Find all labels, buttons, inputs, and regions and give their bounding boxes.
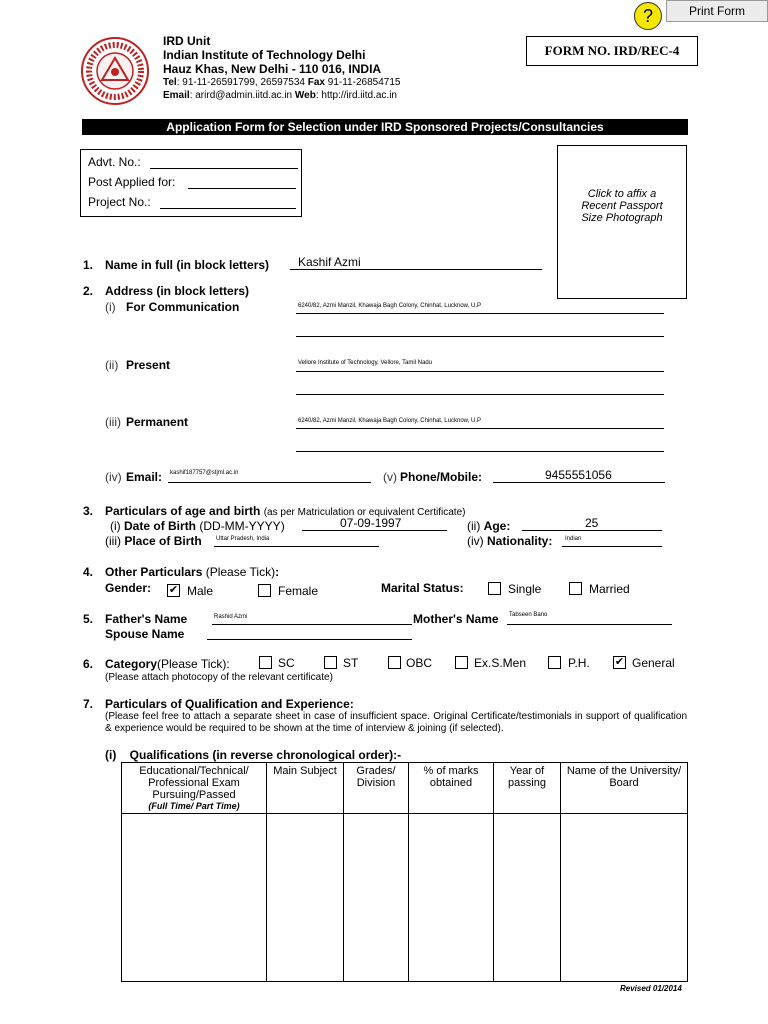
question-icon: ? bbox=[642, 6, 653, 26]
phone-value: 9455551056 bbox=[545, 468, 612, 482]
pob-value: Uttar Pradesh, India bbox=[216, 536, 270, 542]
col-exam: Educational/Technical/ Professional Exam Pursuing/Passed (Full Time/ Part Time) bbox=[122, 763, 267, 814]
q3-number: 3. bbox=[83, 504, 94, 518]
father-label: Father's Name bbox=[105, 612, 188, 626]
form-title-bar: Application Form for Selection under IRD Sponsored Projects/Consultancies bbox=[82, 119, 688, 135]
present-address-field-1[interactable] bbox=[296, 371, 664, 372]
obc-checkbox[interactable] bbox=[388, 656, 401, 669]
q6-note: (Please attach photocopy of the relevant certificate) bbox=[105, 672, 333, 683]
q6-number: 6. bbox=[83, 657, 94, 671]
q6-label-line: Category(Please Tick): bbox=[105, 657, 230, 671]
spouse-field[interactable] bbox=[207, 639, 412, 640]
father-field[interactable] bbox=[212, 624, 412, 625]
q2-label: Address (in block letters) bbox=[105, 284, 250, 298]
q1-label: Name in full (in block letters) bbox=[105, 258, 270, 272]
check-icon: ✔ bbox=[614, 656, 625, 668]
q2-email-label: Email: bbox=[126, 470, 163, 484]
post-applied-field[interactable] bbox=[188, 188, 296, 189]
photo-text-3: Size Photograph bbox=[581, 212, 663, 224]
help-button[interactable] bbox=[634, 2, 662, 30]
mother-value: Tabseen Bano bbox=[509, 612, 548, 618]
print-form-label: Print Form bbox=[688, 4, 745, 18]
col-year: Year of passing bbox=[494, 763, 561, 814]
photo-box[interactable] bbox=[557, 145, 687, 299]
mother-label: Mother's Name bbox=[413, 612, 499, 626]
revision-note: Revised 01/2014 bbox=[620, 984, 682, 993]
permanent-address-value: 6240/82, Azmi Manzil, Khawaja Bagh Colony, Chinhat, Lucknow, U.P bbox=[298, 418, 481, 424]
table-header-row bbox=[122, 763, 688, 814]
pob-field[interactable] bbox=[214, 546, 379, 547]
institute-name: Indian Institute of Technology Delhi bbox=[163, 48, 366, 62]
ph-label: P.H. bbox=[568, 656, 590, 670]
nationality-label: (iv) Nationality: bbox=[467, 534, 553, 548]
iit-delhi-logo bbox=[80, 36, 150, 106]
comm-address-field-1[interactable] bbox=[296, 313, 664, 314]
photo-text-2: Recent Passport bbox=[581, 200, 663, 212]
q4-label-line: Other Particulars (Please Tick): bbox=[105, 565, 280, 579]
print-form-button[interactable] bbox=[666, 0, 768, 22]
ex-servicemen-label: Ex.S.Men bbox=[474, 656, 527, 670]
q1-number: 1. bbox=[83, 258, 94, 272]
q5-number: 5. bbox=[83, 612, 94, 626]
advt-no-label: Advt. No.: bbox=[88, 155, 141, 169]
age-value: 25 bbox=[585, 516, 599, 530]
marital-label: Marital Status: bbox=[381, 581, 464, 595]
single-checkbox[interactable] bbox=[488, 582, 501, 595]
email-value: kashif187757@stjml.ac.in bbox=[170, 470, 239, 476]
general-checkbox[interactable] bbox=[613, 656, 626, 669]
col-university: Name of the University/ Board bbox=[561, 763, 688, 814]
email-field[interactable] bbox=[168, 482, 371, 483]
male-label: Male bbox=[187, 584, 214, 598]
q2-phone-label: Phone/Mobile: bbox=[400, 470, 482, 484]
comm-address-value: 6240/82, Azmi Manzil, Khawaja Bagh Colony, Chinhat, Lucknow, U.P bbox=[298, 303, 481, 309]
project-no-label: Project No.: bbox=[88, 195, 151, 209]
sc-checkbox[interactable] bbox=[259, 656, 272, 669]
general-label: General bbox=[632, 656, 675, 670]
age-field[interactable] bbox=[522, 530, 662, 531]
post-applied-label: Post Applied for: bbox=[88, 175, 176, 189]
father-value: Rashid Azmi bbox=[214, 614, 248, 620]
table-cell[interactable] bbox=[344, 814, 409, 982]
q2-present-label: Present bbox=[126, 358, 171, 372]
project-no-field[interactable] bbox=[160, 208, 296, 209]
st-checkbox[interactable] bbox=[324, 656, 337, 669]
pob-label: (iii) Place of Birth bbox=[105, 534, 202, 548]
mother-field[interactable] bbox=[507, 624, 672, 625]
present-address-value: Vellore Institute of Technology, Vellore, Tamil Nadu bbox=[298, 360, 433, 366]
gender-label: Gender: bbox=[105, 581, 152, 595]
email-web-line: Email: arird@admin.iitd.ac.in Web: http://ird.iitd.ac.in bbox=[163, 90, 397, 101]
advt-no-field[interactable] bbox=[150, 168, 298, 169]
unit-name: IRD Unit bbox=[163, 34, 211, 48]
permanent-address-field-2[interactable] bbox=[296, 451, 664, 452]
age-label: (ii) Age: bbox=[467, 519, 511, 533]
single-label: Single bbox=[508, 582, 542, 596]
q4-number: 4. bbox=[83, 565, 94, 579]
married-label: Married bbox=[589, 582, 630, 596]
table-cell[interactable] bbox=[494, 814, 561, 982]
name-field[interactable] bbox=[290, 269, 542, 270]
q7-sub-label: (i) Qualifications (in reverse chronological order):- bbox=[105, 748, 402, 762]
permanent-address-field-1[interactable] bbox=[296, 428, 664, 429]
dob-label: (i) Date of Birth (DD-MM-YYYY) bbox=[110, 519, 285, 533]
table-row[interactable] bbox=[122, 814, 688, 982]
table-cell[interactable] bbox=[267, 814, 344, 982]
married-checkbox[interactable] bbox=[569, 582, 582, 595]
phone-field[interactable] bbox=[493, 482, 665, 483]
col-subject: Main Subject bbox=[267, 763, 344, 814]
q7-note: (Please feel free to attach a separate sheet in case of insufficient space. Original Certificate/testimonials in support of qualification & experience would be required to be shown at the time of interview & joining (if selected). bbox=[105, 711, 687, 734]
q2-phone-number: (v) bbox=[383, 470, 397, 484]
dob-value: 07-09-1997 bbox=[340, 516, 402, 530]
q2-number: 2. bbox=[83, 284, 94, 298]
nationality-field[interactable] bbox=[562, 546, 662, 547]
st-label: ST bbox=[343, 656, 359, 670]
table-cell[interactable] bbox=[122, 814, 267, 982]
present-address-field-2[interactable] bbox=[296, 394, 664, 395]
q2-comm-number: (i) bbox=[105, 300, 116, 314]
female-label: Female bbox=[278, 584, 319, 598]
form-number-box: FORM NO. IRD/REC-4 bbox=[526, 36, 698, 66]
contact-line: Tel: 91-11-26591799, 26597534 Fax 91-11-26854715 bbox=[163, 77, 401, 88]
q2-email-number: (iv) bbox=[105, 470, 122, 484]
check-icon: ✔ bbox=[168, 584, 179, 596]
q3-label-line: Particulars of age and birth (as per Matriculation or equivalent Certificate) bbox=[105, 504, 466, 518]
photo-text-1: Click to affix a bbox=[587, 188, 657, 200]
q2-present-number: (ii) bbox=[105, 358, 119, 372]
ex-servicemen-checkbox[interactable] bbox=[455, 656, 468, 669]
dob-field[interactable] bbox=[302, 530, 447, 531]
ph-checkbox[interactable] bbox=[548, 656, 561, 669]
qualifications-table bbox=[121, 762, 688, 982]
table-cell[interactable] bbox=[409, 814, 494, 982]
table-cell[interactable] bbox=[561, 814, 688, 982]
q7-number: 7. bbox=[83, 697, 94, 711]
sc-label: SC bbox=[278, 656, 295, 670]
q7-label: Particulars of Qualification and Experience: bbox=[105, 697, 354, 711]
q2-comm-label: For Communication bbox=[126, 300, 240, 314]
q2-perm-number: (iii) bbox=[105, 415, 121, 429]
col-marks: % of marks obtained bbox=[409, 763, 494, 814]
obc-label: OBC bbox=[406, 656, 433, 670]
nationality-value: Indian bbox=[565, 536, 582, 542]
col-grades: Grades/ Division bbox=[344, 763, 409, 814]
name-value: Kashif Azmi bbox=[298, 255, 361, 269]
spouse-label: Spouse Name bbox=[105, 627, 185, 641]
female-checkbox[interactable] bbox=[258, 584, 271, 597]
q2-perm-label: Permanent bbox=[126, 415, 189, 429]
comm-address-field-2[interactable] bbox=[296, 336, 664, 337]
institute-address: Hauz Khas, New Delhi - 110 016, INDIA bbox=[163, 62, 382, 76]
male-checkbox[interactable] bbox=[167, 584, 180, 597]
